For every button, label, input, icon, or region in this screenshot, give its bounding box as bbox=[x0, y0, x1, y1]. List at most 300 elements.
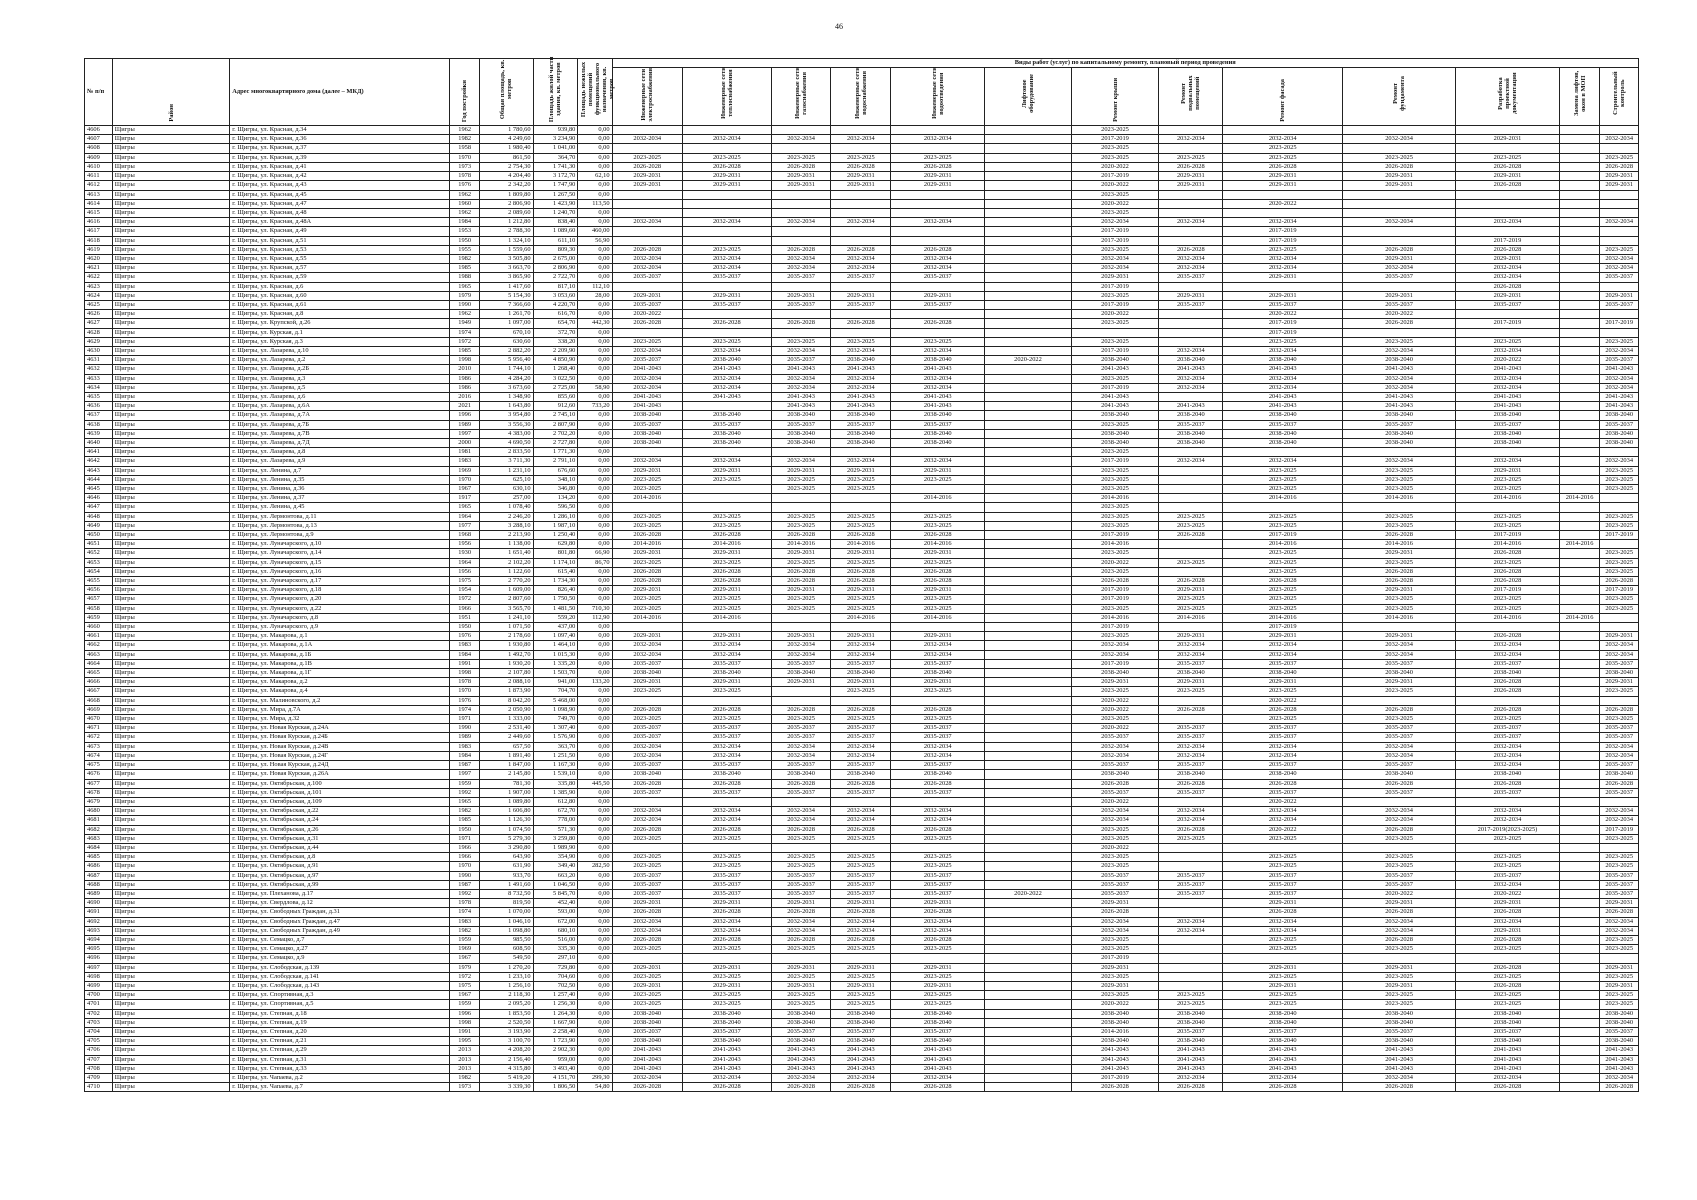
table-cell bbox=[1559, 843, 1600, 852]
table-cell: 1 126,30 bbox=[480, 816, 533, 825]
table-cell: 2032-2034 bbox=[831, 641, 891, 650]
table-cell: г. Щигры, ул. Красная, д.55 bbox=[230, 254, 450, 263]
table-cell: Щигры bbox=[112, 788, 229, 797]
table-cell: 2020-2022 bbox=[1223, 199, 1343, 208]
table-cell bbox=[1559, 889, 1600, 898]
table-cell: Щигры bbox=[112, 521, 229, 530]
table-cell: 2029-2031 bbox=[683, 172, 772, 181]
table-cell: 1967 bbox=[450, 954, 480, 963]
table-cell: 1958 bbox=[450, 144, 480, 153]
table-cell: 2035-2037 bbox=[612, 420, 682, 429]
table-cell: г. Щигры, ул. Плеханова, д.17 bbox=[230, 889, 450, 898]
table-cell: 2023-2025 bbox=[683, 853, 772, 862]
table-cell bbox=[612, 448, 682, 457]
table-cell: 2023-2025 bbox=[831, 862, 891, 871]
table-cell: 2023-2025 bbox=[1223, 604, 1343, 613]
table-cell bbox=[1559, 595, 1600, 604]
table-cell bbox=[1159, 310, 1223, 319]
table-cell: 2041-2043 bbox=[891, 1055, 985, 1064]
table-cell: 2017-2019 bbox=[1456, 319, 1560, 328]
table-cell: 2032-2034 bbox=[891, 1074, 985, 1083]
table-cell: 2017-2019 bbox=[1071, 227, 1159, 236]
table-cell: 2026-2028 bbox=[891, 577, 985, 586]
table-cell: 2029-2031 bbox=[1456, 172, 1560, 181]
table-cell: 2026-2028 bbox=[1342, 577, 1455, 586]
table-cell: 1960 bbox=[450, 199, 480, 208]
table-cell: 2023-2025 bbox=[1159, 595, 1223, 604]
table-cell: 2035-2037 bbox=[831, 273, 891, 282]
table-cell: 4675 bbox=[85, 761, 113, 770]
table-cell: 3 711,30 bbox=[480, 457, 533, 466]
table-cell: 2026-2028 bbox=[683, 319, 772, 328]
table-cell: 2032-2034 bbox=[1456, 346, 1560, 355]
table-cell: 2020-2022 bbox=[985, 356, 1072, 365]
table-cell: г. Щигры, ул. Красная, д.49 bbox=[230, 227, 450, 236]
table-cell: 2035-2037 bbox=[612, 273, 682, 282]
table-cell: 2023-2025 bbox=[1223, 715, 1343, 724]
table-cell bbox=[1159, 908, 1223, 917]
table-cell: 2032-2034 bbox=[1600, 457, 1639, 466]
table-cell bbox=[985, 135, 1072, 144]
table-cell: 2023-2025 bbox=[1342, 466, 1455, 475]
table-cell: 2032-2034 bbox=[1159, 374, 1223, 383]
table-cell: 2023-2025 bbox=[1071, 512, 1159, 521]
table-cell bbox=[1559, 208, 1600, 217]
table-cell: 2026-2028 bbox=[1159, 1083, 1223, 1092]
table-cell: 2032-2034 bbox=[1223, 457, 1343, 466]
table-row bbox=[85, 678, 1639, 687]
table-cell: 1 251,50 bbox=[533, 751, 578, 760]
table-cell: 0,00 bbox=[578, 972, 612, 981]
table-cell: 2038-2040 bbox=[612, 429, 682, 438]
table-cell bbox=[831, 208, 891, 217]
table-cell bbox=[985, 917, 1072, 926]
header-work-10: Разработка проектной документации bbox=[1456, 68, 1560, 126]
table-cell: 2023-2025 bbox=[1223, 834, 1343, 843]
table-row bbox=[85, 549, 1639, 558]
table-row bbox=[85, 236, 1639, 245]
table-cell: 4 690,50 bbox=[480, 438, 533, 447]
table-cell: 612,80 bbox=[533, 797, 578, 806]
table-cell bbox=[831, 310, 891, 319]
table-cell: 2020-2022 bbox=[1071, 696, 1159, 705]
table-cell: 672,00 bbox=[533, 917, 578, 926]
table-cell: 4704 bbox=[85, 1027, 113, 1036]
table-cell: 2032-2034 bbox=[1342, 742, 1455, 751]
table-cell: 2038-2040 bbox=[1159, 770, 1223, 779]
table-cell: 2023-2025 bbox=[831, 715, 891, 724]
table-cell: 1972 bbox=[450, 972, 480, 981]
table-cell: 442,30 bbox=[578, 319, 612, 328]
table-row bbox=[85, 724, 1639, 733]
table-cell: Щигры bbox=[112, 1009, 229, 1018]
table-cell: 1997 bbox=[450, 770, 480, 779]
table-cell: Щигры bbox=[112, 374, 229, 383]
table-cell bbox=[891, 797, 985, 806]
table-cell bbox=[1559, 466, 1600, 475]
table-cell bbox=[1159, 236, 1223, 245]
table-cell: 0,00 bbox=[578, 466, 612, 475]
table-cell: 2035-2037 bbox=[1071, 733, 1159, 742]
table-cell: 2032-2034 bbox=[1159, 1074, 1223, 1083]
table-cell bbox=[1559, 834, 1600, 843]
table-cell: 0,00 bbox=[578, 531, 612, 540]
table-cell: 2023-2025 bbox=[891, 521, 985, 530]
table-cell: 4621 bbox=[85, 264, 113, 273]
table-cell bbox=[612, 199, 682, 208]
table-cell: 2032-2034 bbox=[1456, 374, 1560, 383]
table-cell: 2023-2025 bbox=[1159, 834, 1223, 843]
table-cell: Щигры bbox=[112, 871, 229, 880]
table-cell bbox=[985, 264, 1072, 273]
table-cell: 2035-2037 bbox=[831, 788, 891, 797]
table-cell: 2029-2031 bbox=[683, 981, 772, 990]
table-cell: 2038-2040 bbox=[831, 1037, 891, 1046]
table-cell: Щигры bbox=[112, 632, 229, 641]
table-cell: 4683 bbox=[85, 834, 113, 843]
table-cell: 2041-2043 bbox=[1223, 1046, 1343, 1055]
table-cell: 0,00 bbox=[578, 843, 612, 852]
table-cell: 4652 bbox=[85, 549, 113, 558]
table-cell bbox=[985, 1037, 1072, 1046]
table-cell: 2029-2031 bbox=[1342, 899, 1455, 908]
table-cell bbox=[771, 144, 831, 153]
table-cell: 855,60 bbox=[533, 392, 578, 401]
table-cell: 2023-2025 bbox=[1071, 549, 1159, 558]
table-cell bbox=[1600, 144, 1639, 153]
table-cell: 2032-2034 bbox=[1342, 926, 1455, 935]
table-cell: 1965 bbox=[450, 503, 480, 512]
table-cell: 2035-2037 bbox=[1456, 724, 1560, 733]
table-cell bbox=[985, 669, 1072, 678]
table-cell: Щигры bbox=[112, 954, 229, 963]
table-cell: 2023-2025 bbox=[612, 337, 682, 346]
table-cell: 0,00 bbox=[578, 1027, 612, 1036]
table-cell: 2026-2028 bbox=[1600, 779, 1639, 788]
table-cell bbox=[1559, 420, 1600, 429]
table-cell: 2032-2034 bbox=[891, 264, 985, 273]
table-cell: 2038-2040 bbox=[1223, 438, 1343, 447]
table-cell bbox=[1559, 512, 1600, 521]
table-cell: 2026-2028 bbox=[1159, 825, 1223, 834]
table-cell bbox=[1159, 503, 1223, 512]
table-cell: 2023-2025 bbox=[1342, 972, 1455, 981]
table-cell: 1996 bbox=[450, 1009, 480, 1018]
table-cell: 2023-2025 bbox=[1071, 862, 1159, 871]
table-cell: 1 930,20 bbox=[480, 659, 533, 668]
table-cell: 0,00 bbox=[578, 1055, 612, 1064]
table-cell: 2023-2025 bbox=[891, 595, 985, 604]
table-cell bbox=[1559, 236, 1600, 245]
table-cell: 2029-2031 bbox=[1456, 899, 1560, 908]
table-cell: 0,00 bbox=[578, 135, 612, 144]
table-cell bbox=[1559, 374, 1600, 383]
table-cell: 2035-2037 bbox=[1600, 871, 1639, 880]
table-cell: 2041-2043 bbox=[1600, 1055, 1639, 1064]
table-cell: 2038-2040 bbox=[891, 669, 985, 678]
table-cell: 0,00 bbox=[578, 512, 612, 521]
table-cell bbox=[1559, 328, 1600, 337]
table-cell: 2029-2031 bbox=[1223, 632, 1343, 641]
table-cell: 4687 bbox=[85, 871, 113, 880]
table-cell: 817,10 bbox=[533, 282, 578, 291]
table-cell: 2035-2037 bbox=[1223, 733, 1343, 742]
table-cell: Щигры bbox=[112, 549, 229, 558]
table-cell bbox=[1159, 623, 1223, 632]
table-cell: 0,00 bbox=[578, 788, 612, 797]
table-cell: 4699 bbox=[85, 981, 113, 990]
table-cell: 1 423,90 bbox=[533, 199, 578, 208]
table-cell: 1 256,10 bbox=[480, 981, 533, 990]
table-cell bbox=[683, 310, 772, 319]
table-cell: 2029-2031 bbox=[771, 981, 831, 990]
table-cell: 4698 bbox=[85, 972, 113, 981]
table-cell: 2023-2025 bbox=[1456, 153, 1560, 162]
table-cell bbox=[831, 797, 891, 806]
table-cell: 2026-2028 bbox=[831, 908, 891, 917]
table-cell: 2038-2040 bbox=[831, 356, 891, 365]
table-cell: 0,00 bbox=[578, 991, 612, 1000]
table-cell: 54,80 bbox=[578, 1083, 612, 1092]
table-cell bbox=[1342, 236, 1455, 245]
table-cell: 2032-2034 bbox=[1600, 135, 1639, 144]
table-cell: 2026-2028 bbox=[891, 908, 985, 917]
table-cell: 4614 bbox=[85, 199, 113, 208]
table-cell: 4 151,70 bbox=[533, 1074, 578, 1083]
table-cell: 1 257,40 bbox=[533, 991, 578, 1000]
table-cell: 4 850,90 bbox=[533, 356, 578, 365]
table-cell: г. Щигры, ул. Макарова, д.1 bbox=[230, 632, 450, 641]
table-cell: 2029-2031 bbox=[683, 466, 772, 475]
table-cell bbox=[1559, 245, 1600, 254]
table-cell: 985,50 bbox=[480, 935, 533, 944]
table-cell: г. Щигры, ул. Красная, д.48А bbox=[230, 218, 450, 227]
table-cell bbox=[1159, 945, 1223, 954]
table-row bbox=[85, 889, 1639, 898]
table-cell bbox=[985, 586, 1072, 595]
table-cell bbox=[1559, 954, 1600, 963]
table-cell bbox=[831, 328, 891, 337]
table-cell: 2029-2031 bbox=[891, 172, 985, 181]
table-cell: 5 279,30 bbox=[480, 834, 533, 843]
table-cell: 2026-2028 bbox=[1159, 162, 1223, 171]
table-row bbox=[85, 291, 1639, 300]
table-cell: 2023-2025 bbox=[1223, 153, 1343, 162]
table-cell: 1962 bbox=[450, 208, 480, 217]
table-cell bbox=[985, 567, 1072, 576]
table-cell: 335,80 bbox=[533, 779, 578, 788]
table-cell: 2026-2028 bbox=[1342, 779, 1455, 788]
table-cell bbox=[1559, 1046, 1600, 1055]
table-cell: 2035-2037 bbox=[891, 420, 985, 429]
header-district: Район bbox=[112, 59, 229, 126]
table-cell: 2026-2028 bbox=[1456, 245, 1560, 254]
table-cell: 2035-2037 bbox=[891, 300, 985, 309]
table-cell: 2032-2034 bbox=[683, 374, 772, 383]
table-cell bbox=[1559, 788, 1600, 797]
table-cell: 2035-2037 bbox=[891, 880, 985, 889]
table-cell bbox=[683, 494, 772, 503]
table-row bbox=[85, 862, 1639, 871]
header-work-0: Инженерные сети электроснабжения bbox=[612, 68, 682, 126]
table-cell bbox=[1559, 807, 1600, 816]
table-cell: 2023-2025 bbox=[1223, 595, 1343, 604]
table-cell: 5 154,30 bbox=[480, 291, 533, 300]
table-cell bbox=[1600, 190, 1639, 199]
table-cell: 0,00 bbox=[578, 825, 612, 834]
table-cell: г. Щигры, ул. Степная, д.31 bbox=[230, 1055, 450, 1064]
table-cell: 2026-2028 bbox=[1600, 908, 1639, 917]
table-cell: г. Щигры, ул. Луначарского, д.20 bbox=[230, 595, 450, 604]
table-cell: 2029-2031 bbox=[1071, 899, 1159, 908]
table-cell: 2023-2025 bbox=[612, 485, 682, 494]
table-cell: 2032-2034 bbox=[612, 383, 682, 392]
table-cell: 282,50 bbox=[578, 862, 612, 871]
table-cell: 2035-2037 bbox=[612, 300, 682, 309]
table-cell: 0,00 bbox=[578, 908, 612, 917]
table-cell: 3 663,70 bbox=[480, 264, 533, 273]
table-cell bbox=[1559, 972, 1600, 981]
table-cell: 2032-2034 bbox=[1159, 650, 1223, 659]
table-cell: 2026-2028 bbox=[771, 319, 831, 328]
table-cell bbox=[1071, 328, 1159, 337]
table-cell: 3 259,80 bbox=[533, 834, 578, 843]
table-cell: 2 531,40 bbox=[480, 724, 533, 733]
table-row bbox=[85, 282, 1639, 291]
table-cell: 2026-2028 bbox=[683, 705, 772, 714]
table-cell: 2023-2025 bbox=[1071, 208, 1159, 217]
table-cell: 2038-2040 bbox=[1600, 438, 1639, 447]
table-cell: 2041-2043 bbox=[1159, 1055, 1223, 1064]
table-cell: 2023-2025 bbox=[1342, 945, 1455, 954]
table-cell bbox=[683, 843, 772, 852]
table-cell bbox=[771, 126, 831, 135]
table-cell: 2023-2025 bbox=[1342, 687, 1455, 696]
table-cell bbox=[1559, 715, 1600, 724]
table-cell: Щигры bbox=[112, 291, 229, 300]
table-row bbox=[85, 199, 1639, 208]
table-cell: 1996 bbox=[450, 411, 480, 420]
table-cell: 1 481,50 bbox=[533, 604, 578, 613]
table-cell bbox=[771, 623, 831, 632]
table-cell: 4615 bbox=[85, 208, 113, 217]
table-cell: г. Щигры, ул. Лазарева, д.10 bbox=[230, 346, 450, 355]
table-cell: 2035-2037 bbox=[891, 1027, 985, 1036]
table-cell: 2032-2034 bbox=[1159, 218, 1223, 227]
table-cell: 2023-2025 bbox=[1071, 632, 1159, 641]
table-cell: 1971 bbox=[450, 834, 480, 843]
table-cell: 2041-2043 bbox=[1456, 1055, 1560, 1064]
table-cell: 1969 bbox=[450, 466, 480, 475]
table-cell: Щигры bbox=[112, 457, 229, 466]
table-cell: 2023-2025 bbox=[1071, 291, 1159, 300]
table-cell: 2029-2031 bbox=[831, 899, 891, 908]
table-cell: 2038-2040 bbox=[1342, 1037, 1455, 1046]
table-cell: 0,00 bbox=[578, 687, 612, 696]
table-cell: 2041-2043 bbox=[891, 1046, 985, 1055]
table-cell bbox=[1456, 328, 1560, 337]
table-cell: 0,00 bbox=[578, 208, 612, 217]
table-cell: 4690 bbox=[85, 899, 113, 908]
table-cell: 2035-2037 bbox=[612, 788, 682, 797]
table-cell: 4638 bbox=[85, 420, 113, 429]
table-cell: 2032-2034 bbox=[1223, 1074, 1343, 1083]
table-cell: 4 249,60 bbox=[480, 135, 533, 144]
table-cell: 1989 bbox=[450, 420, 480, 429]
table-cell: 2023-2025 bbox=[1223, 549, 1343, 558]
table-cell bbox=[985, 383, 1072, 392]
table-cell: г. Щигры, ул. Луначарского, д.18 bbox=[230, 586, 450, 595]
table-cell bbox=[985, 273, 1072, 282]
table-cell: 4617 bbox=[85, 227, 113, 236]
table-cell: 2035-2037 bbox=[1342, 788, 1455, 797]
table-cell: 297,10 bbox=[533, 954, 578, 963]
table-cell: 2026-2028 bbox=[1600, 577, 1639, 586]
table-cell bbox=[683, 503, 772, 512]
table-cell: 2013 bbox=[450, 1055, 480, 1064]
table-cell: 2023-2025 bbox=[1342, 558, 1455, 567]
table-row bbox=[85, 503, 1639, 512]
table-cell: 2038-2040 bbox=[1159, 356, 1223, 365]
table-cell: 2032-2034 bbox=[831, 1074, 891, 1083]
table-cell: 2032-2034 bbox=[1600, 346, 1639, 355]
table-cell: 2029-2031 bbox=[612, 963, 682, 972]
table-cell: 2023-2025 bbox=[831, 972, 891, 981]
table-cell: 2023-2025 bbox=[1159, 687, 1223, 696]
table-cell: 4671 bbox=[85, 724, 113, 733]
table-cell: 2014-2016 bbox=[1559, 494, 1600, 503]
table-cell: 0,00 bbox=[578, 981, 612, 990]
table-cell: 2038-2040 bbox=[831, 1009, 891, 1018]
table-cell: 4619 bbox=[85, 245, 113, 254]
table-cell bbox=[831, 144, 891, 153]
table-cell: 1 987,10 bbox=[533, 521, 578, 530]
table-cell: 4644 bbox=[85, 475, 113, 484]
table-cell: 2026-2028 bbox=[1342, 319, 1455, 328]
table-cell: 1956 bbox=[450, 567, 480, 576]
table-cell: 2 088,10 bbox=[480, 678, 533, 687]
table-cell: 1991 bbox=[450, 659, 480, 668]
table-cell bbox=[1600, 328, 1639, 337]
table-cell: 2023-2025 bbox=[1223, 853, 1343, 862]
table-cell: 2032-2034 bbox=[771, 650, 831, 659]
table-cell: 2035-2037 bbox=[1223, 889, 1343, 898]
table-cell: 2032-2034 bbox=[612, 457, 682, 466]
table-cell: 2029-2031 bbox=[612, 172, 682, 181]
table-cell: 2026-2028 bbox=[771, 577, 831, 586]
table-cell bbox=[1559, 770, 1600, 779]
table-cell: 2023-2025 bbox=[1342, 512, 1455, 521]
table-cell: 672,70 bbox=[533, 807, 578, 816]
table-cell: 1977 bbox=[450, 521, 480, 530]
table-cell bbox=[1559, 448, 1600, 457]
table-cell: 2026-2028 bbox=[1071, 779, 1159, 788]
table-cell bbox=[683, 282, 772, 291]
table-cell: 2026-2028 bbox=[1456, 908, 1560, 917]
table-cell: 2029-2031 bbox=[891, 981, 985, 990]
table-cell: 0,00 bbox=[578, 254, 612, 263]
table-cell bbox=[683, 199, 772, 208]
table-cell: 0,00 bbox=[578, 834, 612, 843]
table-cell: 2041-2043 bbox=[1342, 1055, 1455, 1064]
table-cell bbox=[1559, 531, 1600, 540]
table-cell: 615,40 bbox=[533, 567, 578, 576]
table-cell: Щигры bbox=[112, 991, 229, 1000]
table-cell: 3 954,80 bbox=[480, 411, 533, 420]
table-cell bbox=[612, 144, 682, 153]
table-cell: 2032-2034 bbox=[891, 816, 985, 825]
table-cell: 2041-2043 bbox=[1071, 1055, 1159, 1064]
